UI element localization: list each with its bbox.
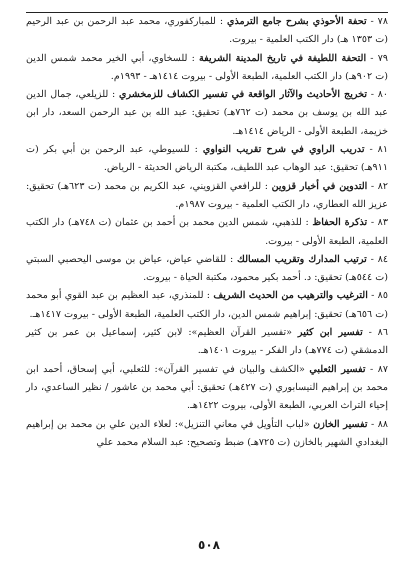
bibliography-entry: ٨٢ - التدوين في أخبار قزوين : للرافعي القزويني، عبد الكريم بن محمد (ت ٦٢٣هـ) تحقيق: عزيز الله العطاري، دار الكتب العلمية - بيروت ١٩٨٧م. xyxy=(26,180,389,210)
entry-title: تخريج الأحاديث والآثار الواقعة في تفسير الكشاف للزمخشري xyxy=(118,89,368,101)
entry-number: ٧٨ xyxy=(377,16,388,27)
bibliography-entry: ٨٣ - تذكرة الحفاظ : للذهبي، شمس الدين محمد بن أحمد بن عثمان (ت ٧٤٨هـ) دار الكتب العلمية، الطبعة الأولى - بيروت. xyxy=(26,217,388,247)
entry-details: : للسيوطي، عبد الرحمن بن أبي بكر (ت ٩١١هـ) تحقيق: عبد الوهاب عبد اللطيف، مكتبة الرياض الحديثة - الرياض. xyxy=(26,144,388,174)
entry-number: ٧٩ xyxy=(377,52,389,64)
entry-title: التحفة اللطيفة في تاريخ المدينة الشريفة xyxy=(199,52,367,64)
entry-number: ٨١ xyxy=(377,144,388,156)
entry-details: : للمنذري، عبد العظيم بن عبد القوي أبو محمد (ت ٦٥٦هـ) تحقيق: إبراهيم شمس الدين، دار الكتب العلمية، الطبعة الأولى - بيروت ١٤١٧هـ. xyxy=(26,290,388,320)
bibliography-entry: ٨٧ - تفسير الثعلبي «الكشف والبيان في تفسير القرآن»: للثعلبي، أبي إسحاق، أحمد ابن محمد بن إبراهيم النيسابوري (ت ٤٢٧هـ) تحقيق: أبي محمد بن عاشور / نظير الساعدي، دار إحياء التراث العربي، الطبعة الأولى، بيروت ١٤٢٢هـ. xyxy=(26,363,388,412)
entry-number: ٨٨ xyxy=(377,418,388,430)
entry-title: التدوين في أخبار قزوين xyxy=(271,180,368,192)
entry-title: تفسير ابن كثير xyxy=(297,327,363,339)
entry-details: «الكشف والبيان في تفسير القرآن»: للثعلبي، أبي إسحاق، أحمد ابن محمد بن إبراهيم النيسابوري (ت ٤٢٧هـ) تحقيق: أبي محمد بن عاشور / نظير الساعدي، دار إحياء التراث العربي، الطبعة الأولى، بيروت ١٤٢٢هـ. xyxy=(26,363,388,412)
bibliography-entry: ٨٨ - تفسير الخازن «لباب التأويل في معاني التنزيل»: لعلاء الدين علي بن محمد بن إبراهيم البغدادي الشهير بالخازن (ت ٧٢٥هـ) ضبط وتصحيح: عبد السلام محمد علي xyxy=(26,418,388,448)
bibliography-entry: ٨٤ - ترتيب المدارك وتقريب المسالك : للقاضي عياض، عياض بن موسى اليحصبي السبتي (ت ٥٤٤هـ) تحقيق: د. أحمد بكير محمود، مكتبة الحياة - بيروت. xyxy=(26,253,388,284)
entry-details: : للمباركفوري، محمد عبد الرحمن بن عبد الرحيم (ت ١٣٥٣ هـ) دار الكتب العلمية - بيروت. xyxy=(26,16,388,46)
entry-number: ٨٢ xyxy=(377,180,389,192)
page-number: ٥٠٨ xyxy=(198,538,220,552)
bibliography-entry: ٧٨ - تحفة الأحوذي بشرح جامع الترمذي : للمباركفوري، محمد عبد الرحمن بن عبد الرحيم (ت ١٣٥٣ هـ) دار الكتب العلمية - بيروت. xyxy=(26,16,388,46)
bibliography-entry: ٧٩ - التحفة اللطيفة في تاريخ المدينة الشريفة : للسخاوي، أبي الخير محمد شمس الدين (ت ٩٠٢هـ) دار الكتب العلمية، الطبعة الأولى - بيروت ١٤١٤هـ - ١٩٩٣م. xyxy=(26,52,389,82)
entry-number: ٨٥ xyxy=(377,290,388,302)
entry-details: : للرافعي القزويني، عبد الكريم بن محمد (ت ٦٢٣هـ) تحقيق: عزيز الله العطاري، دار الكتب العلمية - بيروت ١٩٨٧م. xyxy=(26,180,388,210)
entry-title: تفسير الثعلبي xyxy=(309,363,366,375)
entry-number: ٨٠ xyxy=(377,89,388,101)
entry-number: ٨٤ xyxy=(377,253,388,265)
entry-title: ترتيب المدارك وتقريب المسالك xyxy=(237,253,367,265)
bibliography-entry: ٨٠ - تخريج الأحاديث والآثار الواقعة في تفسير الكشاف للزمخشري : للزيلعي، جمال الدين عبد الله بن يوسف بن محمد (ت ٧٦٢هـ) تحقيق: عبد الله بن عبد الرحمن السعد، دار ابن خزيمة، الطبعة الأولى - الرياض ١٤١٤هـ. xyxy=(26,89,388,137)
bibliography-list xyxy=(26,13,388,452)
bibliography-entry: ٨٥ - الترغيب والترهيب من الحديث الشريف : للمنذري، عبد العظيم بن عبد القوي أبو محمد (ت ٦٥٦هـ) تحقيق: إبراهيم شمس الدين، دار الكتب العلمية، الطبعة الأولى - بيروت ١٤١٧هـ. xyxy=(26,290,388,320)
entry-title: تفسير الخازن xyxy=(313,418,368,430)
entry-title: تذكرة الحفاظ xyxy=(312,217,368,229)
entry-number: ٨٣ xyxy=(377,217,388,229)
entry-details: : للذهبي، شمس الدين محمد بن أحمد بن عثمان (ت ٧٤٨هـ) دار الكتب العلمية، الطبعة الأولى - بيروت. xyxy=(26,217,388,247)
entry-details: «تفسير القرآن العظيم»: لابن كثير، إسماعيل بن عمر بن كثير الدمشقي (ت ٧٧٤هـ) دار الفكر - بيروت ١٤٠١هـ. xyxy=(26,327,388,357)
entry-number: ٨٦ xyxy=(377,327,388,339)
entry-details: «لباب التأويل في معاني التنزيل»: لعلاء الدين علي بن محمد بن إبراهيم البغدادي الشهير بالخازن (ت ٧٢٥هـ) ضبط وتصحيح: عبد السلام محمد علي xyxy=(26,418,388,448)
entry-title: تحفة الأحوذي بشرح جامع الترمذي xyxy=(227,16,367,27)
entry-details: : للزيلعي، جمال الدين عبد الله بن يوسف بن محمد (ت ٧٦٢هـ) تحقيق: عبد الله بن عبد الرحمن السعد، دار ابن خزيمة، الطبعة الأولى - الرياض ١٤١٤هـ. xyxy=(26,89,388,137)
bibliography-entry: ٨١ - تدريب الراوي في شرح تقريب النواوي : للسيوطي، عبد الرحمن بن أبي بكر (ت ٩١١هـ) تحقيق: عبد الوهاب عبد اللطيف، مكتبة الرياض الحديثة - الرياض. xyxy=(26,144,388,174)
entry-title: الترغيب والترهيب من الحديث الشريف xyxy=(213,290,368,302)
bibliography-entry: ٨٦ - تفسير ابن كثير «تفسير القرآن العظيم»: لابن كثير، إسماعيل بن عمر بن كثير الدمشقي (ت ٧٧٤هـ) دار الفكر - بيروت ١٤٠١هـ. xyxy=(26,327,388,357)
entry-details: : للسخاوي، أبي الخير محمد شمس الدين (ت ٩٠٢هـ) دار الكتب العلمية، الطبعة الأولى - بيروت ١٤١٤هـ - ١٩٩٣م. xyxy=(26,52,388,82)
entry-details: : للقاضي عياض، عياض بن موسى اليحصبي السبتي (ت ٥٤٤هـ) تحقيق: د. أحمد بكير محمود، مكتبة الحياة - بيروت. xyxy=(26,253,388,284)
entry-number: ٨٧ xyxy=(377,363,388,375)
entry-title: تدريب الراوي في شرح تقريب النواوي xyxy=(202,144,365,156)
